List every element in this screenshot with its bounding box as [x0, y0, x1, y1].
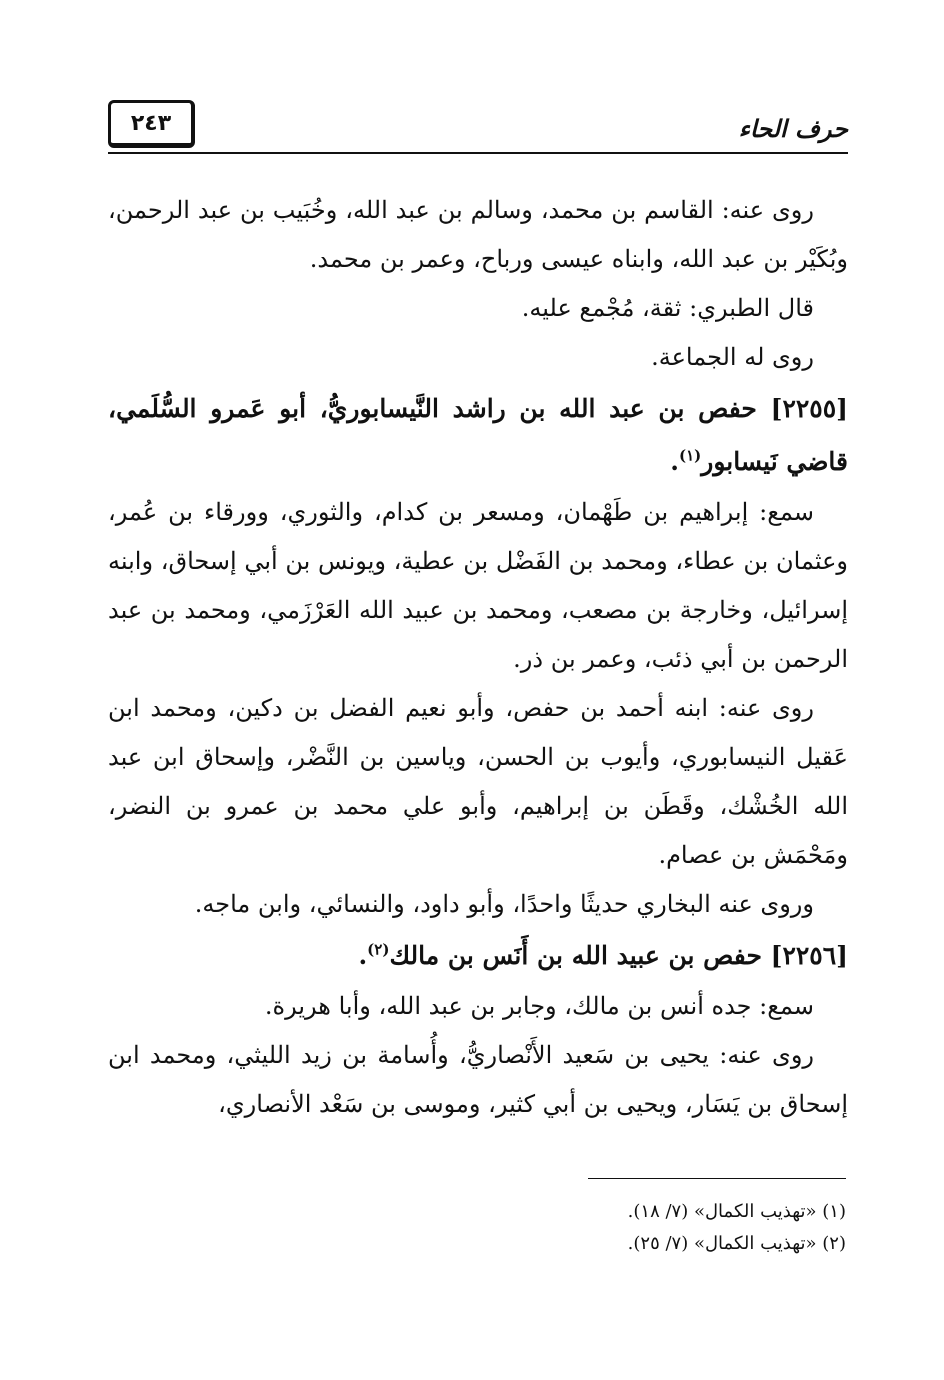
- footnote-rule: [588, 1178, 846, 1179]
- paragraph: سمع: إبراهيم بن طَهْمان، ومسعر بن كدام، والثوري، وورقاء بن عُمر، وعثمان بن عطاء، ومحمد بن الفَضْل بن عطية، ويونس بن أبي إسحاق، وابنه إسرائيل، وخارجة بن مصعب، ومحمد بن عبيد الله العَرْزَمي، ومحمد بن عبد الرحمن بن أبي ذئب، وعمر بن ذر.: [108, 498, 848, 673]
- page-number: ٢٤٣: [130, 110, 172, 136]
- paragraph: قال الطبري: ثقة، مُجْمع عليه.: [521, 294, 814, 322]
- chapter-title: حرف الحاء: [738, 114, 848, 143]
- page-header: [108, 100, 848, 160]
- paragraph: روى له الجماعة.: [651, 343, 814, 371]
- paragraph: وروى عنه البخاري حديثًا واحدًا، وأبو داود، والنسائي، وابن ماجه.: [194, 890, 814, 918]
- entry-heading-text: [٢٢٥٦] حفص بن عبيد الله بن أَنَس بن مالك: [389, 941, 848, 970]
- footnote-1: (١) «تهذيب الكمال» (٧/ ١٨).: [627, 1201, 846, 1222]
- footnotes: [108, 1196, 846, 1260]
- entry-heading-text: [٢٢٥٥] حفص بن عبد الله بن راشد النَّيسابوريُّ، أبو عَمرو السُّلَمي، قاضي نَيسابور: [108, 394, 848, 476]
- paragraph: سمع: جده أنس بن مالك، وجابر بن عبد الله، وأبا هريرة.: [264, 992, 814, 1020]
- entry-heading-2256: [108, 929, 848, 982]
- paragraph: روى عنه: ابنه أحمد بن حفص، وأبو نعيم الفضل بن دكين، ومحمد ابن عَقيل النيسابوري، وأيوب بن الحسن، وياسين بن النَّضْر، وإسحاق ابن عبد الله الخُشْك، وقَطَن بن إبراهيم، وأبو علي محمد بن عمرو بن النضر، ومَحْمَش بن عصام.: [108, 694, 848, 869]
- entry-heading-end: .: [670, 447, 679, 476]
- paragraph: روى عنه: القاسم بن محمد، وسالم بن عبد الله، وخُبَيب بن عبد الرحمن، وبُكَيْر بن عبد الله، وابناه عيسى ورباح، وعمر بن محمد.: [108, 196, 848, 273]
- header-rule: [108, 152, 848, 154]
- page-number-box: [108, 100, 195, 148]
- entry-heading-2255: [108, 382, 848, 488]
- footnote-ref: (٢): [367, 940, 390, 959]
- footnote-ref: (١): [679, 446, 702, 465]
- page-body: [108, 186, 848, 1129]
- paragraph: روى عنه: يحيى بن سَعيد الأَنْصاريُّ، وأُسامة بن زيد الليثي، ومحمد ابن إسحاق بن يَسَار، ويحيى بن أبي كثير، وموسى بن سَعْد الأنصاري،: [108, 1041, 848, 1118]
- entry-heading-end: .: [358, 941, 368, 970]
- footnote-2: (٢) «تهذيب الكمال» (٧/ ٢٥).: [627, 1233, 846, 1254]
